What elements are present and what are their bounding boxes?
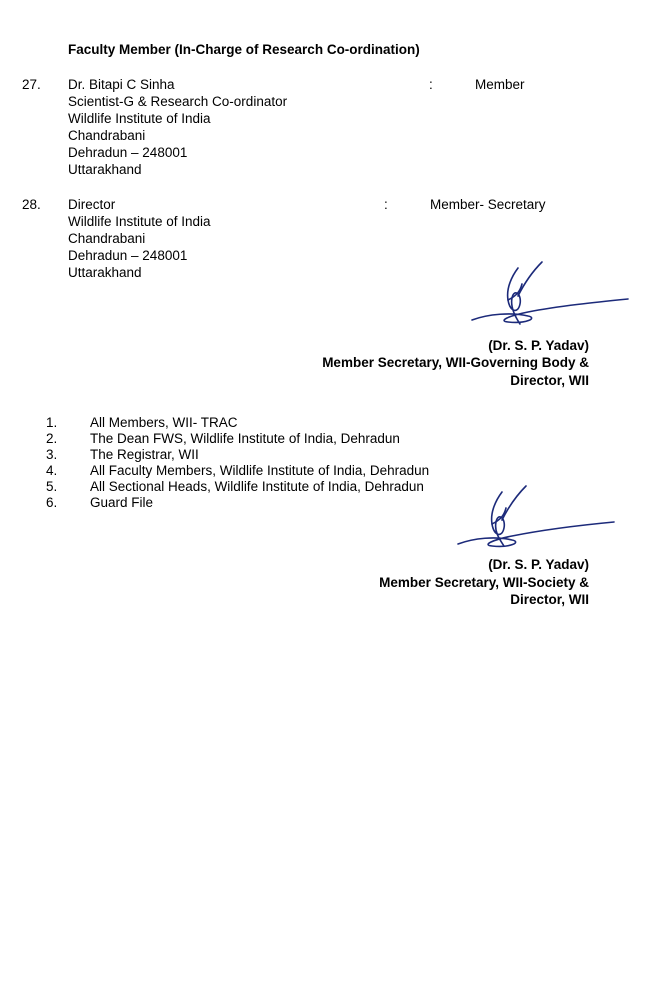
signatory-title: Member Secretary, WII-Governing Body & — [322, 355, 589, 370]
signatory-title: Director, WII — [510, 592, 589, 607]
section-heading: Faculty Member (In-Charge of Research Co-ordination) — [68, 42, 420, 57]
list-item-number: 5. — [46, 479, 58, 494]
list-item-number: 6. — [46, 495, 58, 510]
member-address-line: Chandrabani — [68, 231, 146, 246]
list-item-number: 4. — [46, 463, 58, 478]
signatory-title: Director, WII — [510, 373, 589, 388]
member-address-line: Wildlife Institute of India — [68, 111, 211, 126]
member-address-line: Dehradun – 248001 — [68, 145, 188, 160]
signature-image — [468, 258, 632, 330]
list-item-number: 2. — [46, 431, 58, 446]
member-number: 27. — [22, 77, 41, 92]
member-address-line: Chandrabani — [68, 128, 146, 143]
member-address-line: Wildlife Institute of India — [68, 214, 211, 229]
member-address-line: Uttarakhand — [68, 162, 142, 177]
member-colon: : — [429, 77, 433, 92]
member-role: Member — [475, 77, 525, 92]
member-name: Dr. Bitapi C Sinha — [68, 77, 175, 92]
list-item-number: 1. — [46, 415, 58, 430]
member-address-line: Uttarakhand — [68, 265, 142, 280]
list-item: All Members, WII- TRAC — [90, 415, 238, 430]
member-address-line: Dehradun – 248001 — [68, 248, 188, 263]
list-item-number: 3. — [46, 447, 58, 462]
list-item: Guard File — [90, 495, 154, 510]
member-role: Member- Secretary — [430, 197, 546, 212]
member-designation: Scientist-G & Research Co-ordinator — [68, 94, 288, 109]
signatory-title: Member Secretary, WII-Society & — [379, 575, 589, 590]
list-item: All Faculty Members, Wildlife Institute of India, Dehradun — [90, 463, 430, 478]
list-item: The Dean FWS, Wildlife Institute of India, Dehradun — [90, 431, 400, 446]
member-name: Director — [68, 197, 116, 212]
signature-image — [454, 482, 618, 552]
signatory-name: (Dr. S. P. Yadav) — [488, 557, 589, 572]
signatory-name: (Dr. S. P. Yadav) — [488, 338, 589, 353]
member-number: 28. — [22, 197, 41, 212]
member-colon: : — [384, 197, 388, 212]
list-item: All Sectional Heads, Wildlife Institute of India, Dehradun — [90, 479, 424, 494]
list-item: The Registrar, WII — [90, 447, 199, 462]
